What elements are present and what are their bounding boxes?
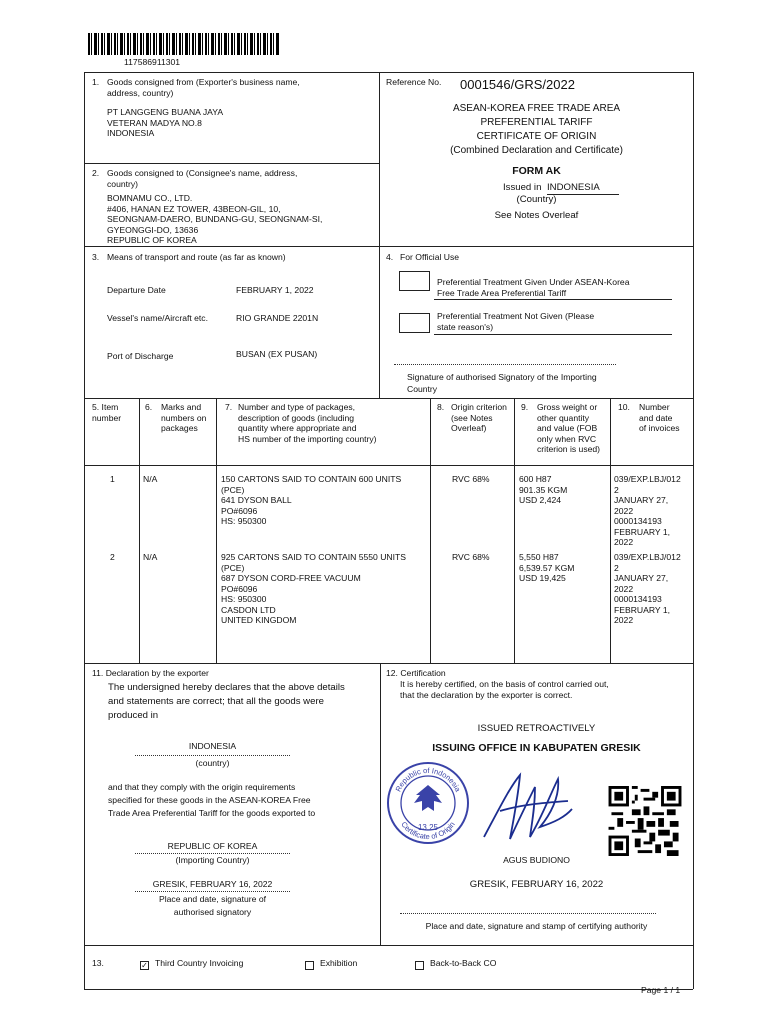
seal-top-text: Republic of Indonesia [393,765,463,794]
issued-in-country: INDONESIA [547,182,619,195]
item-origin: RVC 68% [452,552,490,562]
reference-number: 0001546/GRS/2022 [460,77,575,92]
frame-top [84,72,693,73]
treatment-not-given-box[interactable] [399,313,430,333]
box1-number: 1. [92,77,100,87]
certificate-stamp [386,757,470,847]
form-type: FORM AK [512,165,561,177]
item-marks: N/A [143,474,158,484]
item-marks: N/A [143,552,158,562]
treatment-given-box[interactable] [399,271,430,291]
col-origin-header: Origin criterion (see Notes Overleaf) [451,402,507,433]
box13-label: 13. [92,958,104,968]
signer-name: AGUS BUDIONO [503,855,570,865]
garuda-emblem-icon [414,785,442,811]
departure-label: Departure Date [107,285,166,295]
vessel-value: RIO GRANDE 2201N [236,313,319,323]
col-item-header: 5. Item number [92,402,122,423]
item-origin: RVC 68% [452,474,490,484]
importing-country-hint: (Importing Country) [175,855,250,865]
vessel-label: Vessel's name/Aircraft etc. [107,313,208,323]
importing-signatory: Signature of authorised Signatory of the Importing Country [407,372,597,394]
issued-in-label: Issued in [503,182,542,193]
exporter-place-date: GRESIK, FEBRUARY 16, 2022 [152,879,273,889]
certification-text: It is hereby certified, on the basis of control carried out, that the declaration by the exporter is correct. [400,679,609,700]
declaration-text: The undersigned hereby declares that the above details and statements are correct; that all the goods were produced in [108,682,345,721]
title-line3: CERTIFICATE OF ORIGIN [476,131,597,142]
box12-label: 12. Certification [386,668,446,678]
country-hint: (Country) [516,194,557,205]
box2-number: 2. [92,168,100,178]
title-line1: ASEAN-KOREA FREE TRADE AREA [452,103,621,114]
item-invoice: 039/EXP.LBJ/012 2 JANUARY 27, 2022 0000134193 FEBRUARY 1, 2022 [614,474,681,547]
item-invoice: 039/EXP.LBJ/012 2 JANUARY 27, 2022 0000134193 FEBRUARY 1, 2022 [614,552,681,625]
box4-label: For Official Use [400,252,460,262]
frame-left [84,72,85,989]
exporter-signature-hint: Place and date, signature of authorised signatory [158,894,267,917]
treatment-not-given-text: Preferential Treatment Not Given (Please state reason's) [437,311,595,332]
consignee-value: BOMNAMU CO., LTD. #406, HANAN EZ TOWER, 43BEON-GIL, 10, SEONGNAM-DAERO, BUNDANG-GU, SEONGNAM-SI, GYEONGGI-DO, 13636 REPUBLIC OF KOREA [107,193,323,245]
box2-label: Goods consigned to (Consignee's name, address, country) [107,168,298,189]
box1-label: Goods consigned from (Exporter's business name, address, country) [107,77,300,98]
authorised-signature [480,767,575,847]
exhibition-checkbox[interactable] [305,961,314,970]
item-weight: 600 H87 901.35 KGM USD 2,424 [519,474,568,505]
back-to-back-label: Back-to-Back CO [430,958,497,968]
item-number: 2 [110,552,115,562]
barcode-number: 117586911301 [124,57,181,67]
item-description: 150 CARTONS SAID TO CONTAIN 600 UNITS (PCE) 641 DYSON BALL PO#6096 HS: 950300 [221,474,402,526]
col-weight-header: Gross weight or other quantity and value (FOB only when RVC criterion is used) [537,402,601,454]
departure-value: FEBRUARY 1, 2022 [236,285,314,295]
page-number: Page 1 / 1 [641,985,681,995]
col-marks-header: Marks and numbers on packages [161,402,207,433]
title-line2: PREFERENTIAL TARIFF [480,117,593,128]
exhibition-label: Exhibition [320,958,358,968]
qr-code [608,786,682,856]
notes-overleaf: See Notes Overleaf [494,210,579,221]
third-country-invoicing-checkbox[interactable]: ✓ [141,961,148,970]
item-description: 925 CARTONS SAID TO CONTAIN 5550 UNITS (PCE) 687 DYSON CORD-FREE VACUUM PO#6096 HS: 950300 CASDON LTD UNITED KINGDOM [221,552,406,625]
reference-label: Reference No. [386,77,442,87]
issuing-office: ISSUING OFFICE IN KABUPATEN GRESIK [432,742,641,754]
box11-label: 11. Declaration by the exporter [92,668,209,678]
certifier-place-date: GRESIK, FEBRUARY 16, 2022 [469,879,604,890]
back-to-back-checkbox[interactable] [415,961,424,970]
seal-bottom-text: Certificate of Origin [399,819,457,842]
box3-label: Means of transport and route (as far as known) [107,252,286,262]
col-invoice-header: Number and date of invoices [639,402,680,433]
issued-retroactively: ISSUED RETROACTIVELY [477,723,596,734]
col-description-header: Number and type of packages, description of goods (including quantity where appropriate and HS number of the importing country) [238,402,377,444]
treatment-given-text: Preferential Treatment Given Under ASEAN-Korea Free Trade Area Preferential Tariff [437,277,630,298]
box4-number: 4. [386,252,394,262]
title-line4: (Combined Declaration and Certificate) [450,145,623,156]
country-hint: (country) [195,758,230,768]
port-value: BUSAN (EX PUSAN) [236,349,318,359]
declaration-compliance-text: and that they comply with the origin requirements specified for these goods in the ASEAN-KOREA Free Trade Area Preferential Tariff for the goods exported to [108,782,316,818]
certifier-signature-hint: Place and date, signature and stamp of certifying authority [425,921,648,931]
barcode [88,33,280,55]
item-number: 1 [110,474,115,484]
box3-number: 3. [92,252,100,262]
frame-bottom [84,989,693,990]
frame-right [693,72,694,989]
exporter-value: PT LANGGENG BUANA JAYA VETERAN MADYA NO.8 INDONESIA [107,107,224,138]
port-label: Port of Discharge [107,351,174,361]
item-weight: 5,550 H87 6,539.57 KGM USD 19,425 [519,552,575,583]
seal-number: 13.25 [417,823,439,832]
produced-in-country: INDONESIA [188,741,237,751]
third-country-invoicing-label: Third Country Invoicing [155,958,244,968]
importing-country: REPUBLIC OF KOREA [167,841,258,851]
